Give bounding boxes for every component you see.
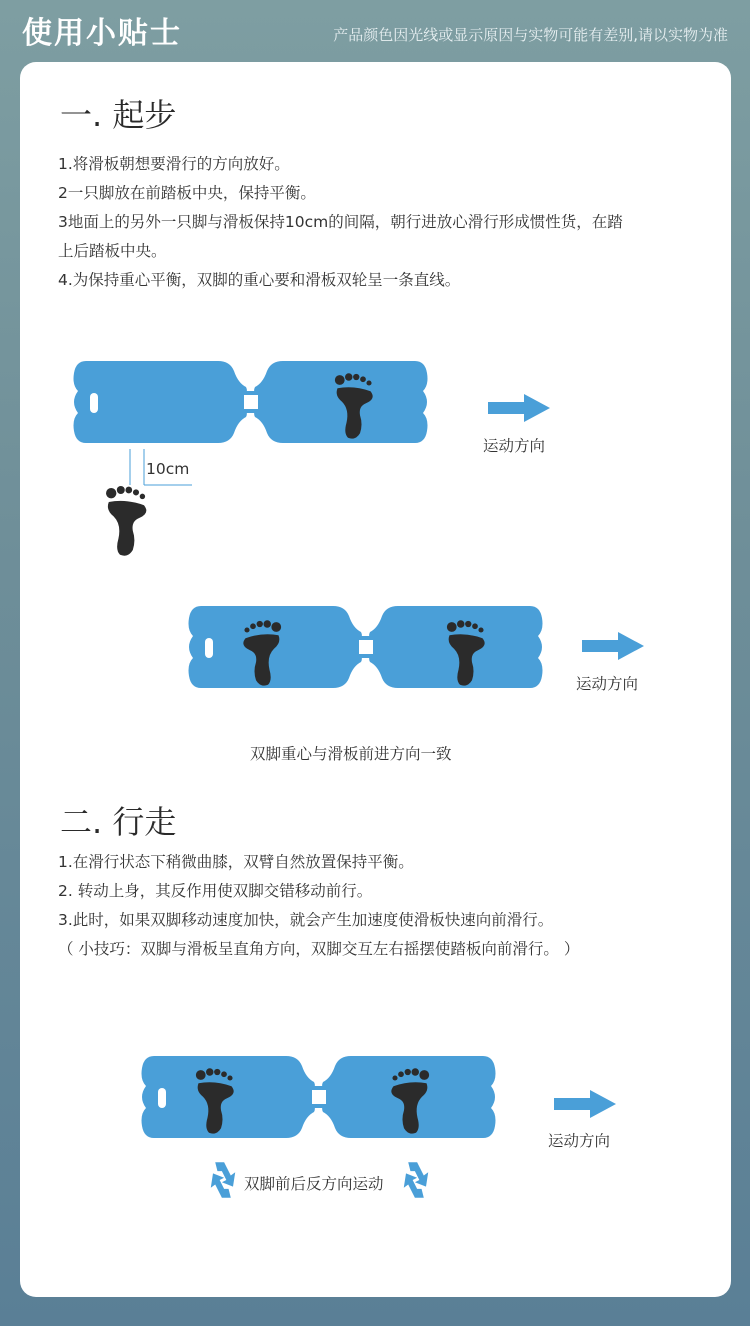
section2-steps <box>58 848 698 964</box>
section1-step: 3地面上的另外一只脚与滑板保持10cm的间隔，朝行进放心滑行形成惯性货，在踏 <box>58 213 623 231</box>
section2-caption: 双脚前后反方向运动 <box>244 1175 384 1193</box>
arrow-right-icon <box>554 1090 616 1118</box>
distance-label: 10cm <box>146 460 190 478</box>
skateboard-diagram-3 <box>136 1049 501 1147</box>
direction-label: 运动方向 <box>576 675 639 693</box>
section1-caption: 双脚重心与滑板前进方向一致 <box>250 745 452 763</box>
section1-step: 1.将滑板朝想要滑行的方向放好。 <box>58 155 290 173</box>
section2-step: 3.此时，如果双脚移动速度加快，就会产生加速度使滑板快速向前滑行。 <box>58 911 554 929</box>
foot-icon <box>104 486 152 558</box>
section1-step: 2一只脚放在前踏板中央，保持平衡。 <box>58 184 316 202</box>
content-card <box>20 62 731 1297</box>
arrow-right-icon <box>488 394 550 422</box>
skateboard-diagram-2 <box>183 602 548 694</box>
cycle-arrows-icon <box>401 1160 431 1200</box>
section1-step: 4.为保持重心平衡，双脚的重心要和滑板双轮呈一条直线。 <box>58 271 461 289</box>
header-disclaimer: 产品颜色因光线或显示原因与实物可能有差别,请以实物为准 <box>333 26 728 44</box>
direction-label: 运动方向 <box>548 1132 611 1150</box>
section2-step: （ 小技巧：双脚与滑板呈直角方向，双脚交互左右摇摆使踏板向前滑行。 ） <box>58 940 580 958</box>
section2-step: 1.在滑行状态下稍微曲膝，双臂自然放置保持平衡。 <box>58 853 414 871</box>
section1-step: 上后踏板中央。 <box>58 242 167 260</box>
cycle-arrows-icon <box>208 1160 238 1200</box>
skateboard-diagram-1 <box>68 357 433 449</box>
section1-title: 一. 起步 <box>60 96 177 134</box>
section1-steps <box>58 150 698 295</box>
direction-label: 运动方向 <box>483 437 546 455</box>
header-title: 使用小贴士 <box>22 16 182 51</box>
section2-step: 2. 转动上身，其反作用使双脚交错移动前行。 <box>58 882 373 900</box>
arrow-right-icon <box>582 632 644 660</box>
section2-title: 二. 行走 <box>60 803 177 841</box>
